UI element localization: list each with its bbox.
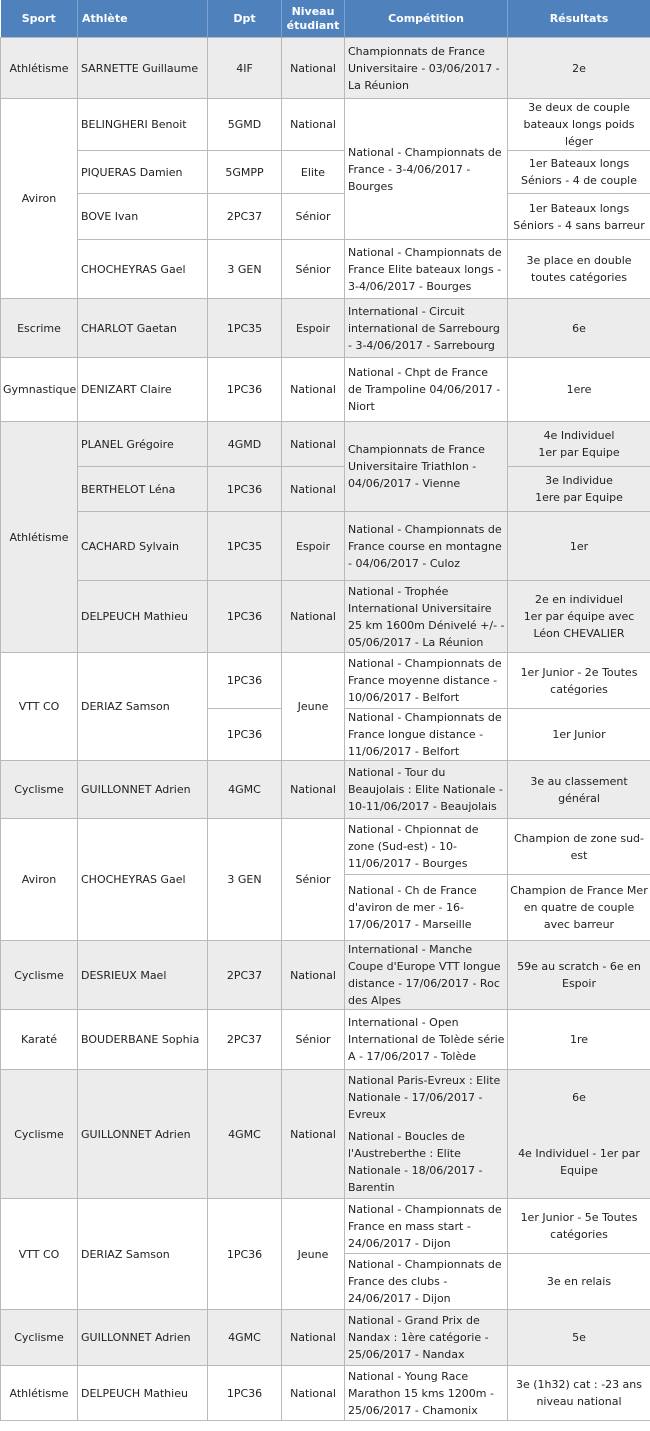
competition-cell: National - Championnats de France - 3-4/06/2017 - Bourges [345, 99, 508, 240]
dpt-cell: 1PC35 [208, 299, 282, 358]
sport-cell: Aviron [1, 819, 78, 941]
result-cell: 1er [508, 512, 650, 581]
header-competition: Compétition [345, 0, 508, 38]
result-cell: Champion de zone sud-est [508, 819, 650, 875]
sport-cell: Athlétisme [1, 1366, 78, 1421]
result-cell: 6e [508, 1070, 650, 1126]
result-cell: 1er Bateaux longs Séniors - 4 sans barreur [508, 194, 650, 240]
result-cell: 1er Bateaux longs Séniors - 4 de couple [508, 151, 650, 194]
dpt-cell: 2PC37 [208, 1010, 282, 1070]
table-row [1, 1366, 650, 1421]
table-row [1, 1199, 650, 1254]
athlete-cell: BELINGHERI Benoit [78, 99, 208, 151]
header-resultats: Résultats [508, 0, 650, 38]
header-athlete: Athlète [78, 0, 208, 38]
niveau-cell: National [282, 422, 345, 467]
table-row [1, 194, 650, 240]
result-cell: 59e au scratch - 6e en Espoir [508, 941, 650, 1010]
sport-cell: Athlétisme [1, 422, 78, 653]
result-cell: 3e (1h32) cat : -23 ans niveau national [508, 1366, 650, 1421]
competition-cell: National - Championnats de France en mass start - 24/06/2017 - Dijon [345, 1199, 508, 1254]
athlete-cell: BERTHELOT Léna [78, 467, 208, 512]
dpt-cell: 1PC35 [208, 512, 282, 581]
niveau-cell: National [282, 941, 345, 1010]
athlete-cell: DELPEUCH Mathieu [78, 581, 208, 653]
result-cell: 3e deux de couple bateaux longs poids léger [508, 99, 650, 151]
result-cell: 2e [508, 38, 650, 99]
competition-cell: National - Championnats de France moyenne distance - 10/06/2017 - Belfort [345, 653, 508, 709]
athlete-cell: GUILLONNET Adrien [78, 761, 208, 819]
competition-cell: Championnats de France Universitaire - 03/06/2017 - La Réunion [345, 38, 508, 99]
dpt-cell: 5GMD [208, 99, 282, 151]
competition-cell: Championnats de France Universitaire Triathlon - 04/06/2017 - Vienne [345, 422, 508, 512]
athlete-cell: GUILLONNET Adrien [78, 1070, 208, 1199]
niveau-cell: Sénior [282, 194, 345, 240]
table-row [1, 422, 650, 467]
niveau-cell: National [282, 1366, 345, 1421]
niveau-cell: National [282, 99, 345, 151]
dpt-cell: 1PC36 [208, 653, 282, 709]
competition-cell: National - Grand Prix de Nandax : 1ère catégorie - 25/06/2017 - Nandax [345, 1310, 508, 1366]
result-cell: 6e [508, 299, 650, 358]
dpt-cell: 1PC36 [208, 581, 282, 653]
dpt-cell: 4GMC [208, 1310, 282, 1366]
athlete-cell: SARNETTE Guillaume [78, 38, 208, 99]
dpt-cell: 3 GEN [208, 240, 282, 299]
table-row [1, 1010, 650, 1070]
competition-cell: National - Chpt de France de Trampoline 04/06/2017 - Niort [345, 358, 508, 422]
sport-cell: Aviron [1, 99, 78, 299]
dpt-cell: 4GMC [208, 761, 282, 819]
dpt-cell: 1PC36 [208, 709, 282, 761]
niveau-cell: Jeune [282, 1199, 345, 1310]
athlete-cell: PLANEL Grégoire [78, 422, 208, 467]
result-cell: 3e place en double toutes catégories [508, 240, 650, 299]
athlete-cell: DESRIEUX Mael [78, 941, 208, 1010]
sport-cell: Karaté [1, 1010, 78, 1070]
table-row [1, 1070, 650, 1126]
dpt-cell: 4IF [208, 38, 282, 99]
dpt-cell: 1PC36 [208, 467, 282, 512]
result-cell: 4e Individuel - 1er par Equipe [508, 1126, 650, 1199]
result-cell: 1ere [508, 358, 650, 422]
header-row [1, 0, 650, 38]
sport-cell: VTT CO [1, 653, 78, 761]
athlete-cell: CHOCHEYRAS Gael [78, 240, 208, 299]
table-row [1, 358, 650, 422]
table-row [1, 941, 650, 1010]
athlete-cell: DERIAZ Samson [78, 653, 208, 761]
result-cell: 1er Junior [508, 709, 650, 761]
dpt-cell: 4GMC [208, 1070, 282, 1199]
header-niveau: Niveau étudiant [282, 0, 345, 38]
athlete-cell: DERIAZ Samson [78, 1199, 208, 1310]
sport-cell: Cyclisme [1, 1310, 78, 1366]
sport-cell: Athlétisme [1, 38, 78, 99]
sport-cell: VTT CO [1, 1199, 78, 1310]
sport-cell: Cyclisme [1, 1070, 78, 1199]
niveau-cell: National [282, 358, 345, 422]
niveau-cell: Sénior [282, 819, 345, 941]
competition-cell: International - Manche Coupe d'Europe VTT longue distance - 17/06/2017 - Roc des Alpes [345, 941, 508, 1010]
niveau-cell: Jeune [282, 653, 345, 761]
athlete-cell: PIQUERAS Damien [78, 151, 208, 194]
table-row [1, 240, 650, 299]
table-row [1, 653, 650, 709]
competition-cell: National - Ch de France d'aviron de mer - 16-17/06/2017 - Marseille [345, 875, 508, 941]
result-cell: 3e en relais [508, 1254, 650, 1310]
table-row [1, 467, 650, 512]
dpt-cell: 1PC36 [208, 1199, 282, 1310]
result-cell: 2e en individuel 1er par équipe avec Léon CHEVALIER [508, 581, 650, 653]
table-row [1, 512, 650, 581]
table-row [1, 151, 650, 194]
result-cell: 3e Individue 1ere par Equipe [508, 467, 650, 512]
dpt-cell: 3 GEN [208, 819, 282, 941]
dpt-cell: 1PC36 [208, 358, 282, 422]
header-dpt: Dpt [208, 0, 282, 38]
competition-cell: National - Championnats de France longue distance - 11/06/2017 - Belfort [345, 709, 508, 761]
result-cell: 1re [508, 1010, 650, 1070]
niveau-cell: Espoir [282, 512, 345, 581]
niveau-cell: National [282, 467, 345, 512]
athlete-cell: BOVE Ivan [78, 194, 208, 240]
niveau-cell: National [282, 581, 345, 653]
competition-cell: International - Circuit international de Sarrebourg - 3-4/06/2017 - Sarrebourg [345, 299, 508, 358]
table-row [1, 99, 650, 151]
athlete-cell: CACHARD Sylvain [78, 512, 208, 581]
competition-cell: National - Championnats de France course en montagne - 04/06/2017 - Culoz [345, 512, 508, 581]
sport-cell: Cyclisme [1, 761, 78, 819]
result-cell: 5e [508, 1310, 650, 1366]
competition-cell: National - Tour du Beaujolais : Elite Nationale - 10-11/06/2017 - Beaujolais [345, 761, 508, 819]
dpt-cell: 1PC36 [208, 1366, 282, 1421]
competition-cell: National - Championnats de France des clubs - 24/06/2017 - Dijon [345, 1254, 508, 1310]
competition-cell: National - Championnats de France Elite bateaux longs - 3-4/06/2017 - Bourges [345, 240, 508, 299]
result-cell: 4e Individuel 1er par Equipe [508, 422, 650, 467]
niveau-cell: Espoir [282, 299, 345, 358]
dpt-cell: 4GMD [208, 422, 282, 467]
table-row [1, 38, 650, 99]
table-row [1, 761, 650, 819]
dpt-cell: 2PC37 [208, 194, 282, 240]
competition-cell: National - Boucles de l'Austreberthe : Elite Nationale - 18/06/2017 - Barentin [345, 1126, 508, 1199]
niveau-cell: Elite [282, 151, 345, 194]
dpt-cell: 5GMPP [208, 151, 282, 194]
sport-cell: Gymnastique [1, 358, 78, 422]
competition-cell: National - Trophée International Universitaire 25 km 1600m Dénivelé +/- - 05/06/2017 - La Réunion [345, 581, 508, 653]
sport-cell: Cyclisme [1, 941, 78, 1010]
niveau-cell: National [282, 38, 345, 99]
niveau-cell: National [282, 1310, 345, 1366]
competition-cell: National - Young Race Marathon 15 kms 1200m - 25/06/2017 - Chamonix [345, 1366, 508, 1421]
table-row [1, 819, 650, 875]
sport-cell: Escrime [1, 299, 78, 358]
athlete-cell: CHOCHEYRAS Gael [78, 819, 208, 941]
niveau-cell: National [282, 761, 345, 819]
niveau-cell: Sénior [282, 240, 345, 299]
athlete-cell: BOUDERBANE Sophia [78, 1010, 208, 1070]
result-cell: Champion de France Mer en quatre de couple avec barreur [508, 875, 650, 941]
athlete-cell: DENIZART Claire [78, 358, 208, 422]
header-sport: Sport [1, 0, 78, 38]
competition-cell: National Paris-Evreux : Elite Nationale - 17/06/2017 - Evreux [345, 1070, 508, 1126]
athlete-cell: DELPEUCH Mathieu [78, 1366, 208, 1421]
result-cell: 3e au classement général [508, 761, 650, 819]
competition-cell: National - Chpionnat de zone (Sud-est) - 10-11/06/2017 - Bourges [345, 819, 508, 875]
competition-cell: International - Open International de Tolède série A - 17/06/2017 - Tolède [345, 1010, 508, 1070]
table-row [1, 581, 650, 653]
result-cell: 1er Junior - 2e Toutes catégories [508, 653, 650, 709]
table-row [1, 1310, 650, 1366]
athlete-cell: GUILLONNET Adrien [78, 1310, 208, 1366]
result-cell: 1er Junior - 5e Toutes catégories [508, 1199, 650, 1254]
table-row [1, 299, 650, 358]
niveau-cell: Sénior [282, 1010, 345, 1070]
niveau-cell: National [282, 1070, 345, 1199]
dpt-cell: 2PC37 [208, 941, 282, 1010]
athlete-cell: CHARLOT Gaetan [78, 299, 208, 358]
